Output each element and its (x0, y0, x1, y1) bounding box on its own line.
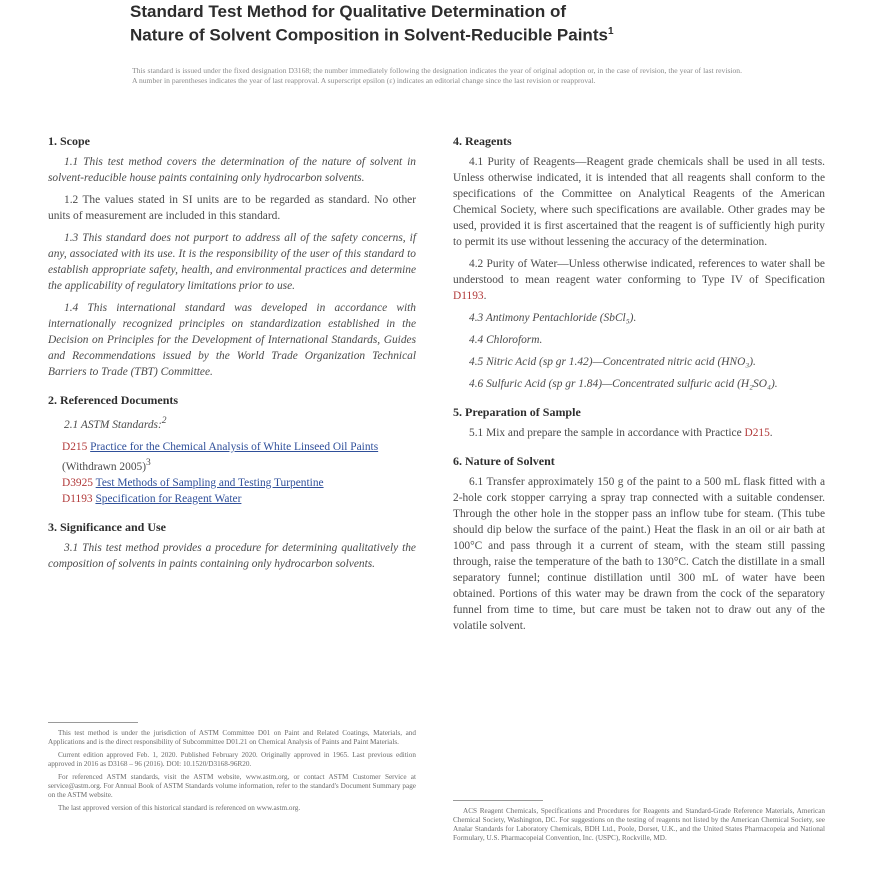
paragraph-1-4: 1.4 This international standard was developed in accordance with internationally recognized principles on standardization established in the Decision on Principles for the Development of International Standards, Guides and Recommendations issued by the World Trade Organization Technical Barriers to Trade (TBT) Committee. (48, 302, 416, 378)
title-line-1: Standard Test Method for Qualitative Determination of (130, 2, 567, 21)
significance-heading: 3. Significance and Use (48, 519, 167, 534)
astm-standards-label: 2.1 ASTM Standards: (64, 418, 162, 431)
title-footnote-mark: 1 (607, 26, 614, 37)
footnote-divider (453, 800, 543, 801)
paragraph-5-1: 5.1 Mix and prepare the sample in accordance with Practice D215. (469, 427, 773, 439)
title-line-2-text: Nature of Solvent Composition in Solvent-Reducible Paints (130, 25, 608, 45)
right-footnotes (453, 800, 825, 847)
paragraph-1-3: 1.3 This standard does not purport to address all of the safety concerns, if any, associated with its use. It is the responsibility of the user of this standard to establish appropriate safety, health, and environmental practices and determine the applicability of regulatory limitations prior to use. (48, 232, 416, 292)
designation-notice: This standard is issued under the fixed designation D3168; the number immediately following the designation indicates the year of original adoption or, in the case of revision, the year of last revision. A number in parentheses indicates the year of last reapproval. A superscript epsilon (ε) indicates an editorial change since the last revision or reapproval. (132, 66, 742, 85)
reference-item[interactable] (62, 475, 416, 491)
footnote-divider (48, 722, 138, 723)
reference-item[interactable] (62, 439, 416, 475)
specification-code-link[interactable]: D1193 (453, 290, 484, 302)
reference-title-link[interactable]: Specification for Reagent Water (95, 492, 242, 505)
paragraph-4-1: 4.1 Purity of Reagents—Reagent grade chemicals shall be used in all tests. Unless otherwise indicated, it is intended that all reagents shall conform to the specifications of the Committee on Analytical Reagents of the American Chemical Society, where such specifications are available. Other grades may be used, provided it is first ascertained that the reagent is of sufficiently high purity to permit its use without lessening the accuracy of the determination. (453, 156, 825, 248)
paragraph-4-5: 4.5 Nitric Acid (sp gr 1.42)—Concentrated nitric acid (HNO₃). (469, 356, 756, 368)
referenced-documents-heading: 2. Referenced Documents (48, 393, 179, 407)
paragraph-4-6: 4.6 Sulfuric Acid (sp gr 1.84)—Concentrated sulfuric acid (H₂SO₄). (469, 378, 778, 390)
footnote-1-edition: Current edition approved Feb. 1, 2020. Published February 2020. Originally approved in 1965. Last previous edition approved in 2016 as D3168 – 96 (2016). DOI: 10.1520/D3168-96R20. (48, 751, 416, 768)
title-line-2 (130, 22, 770, 46)
reference-item[interactable] (62, 491, 416, 507)
reference-code[interactable]: D1193 (62, 492, 93, 505)
footnote-mark-3: 3 (146, 457, 151, 468)
reagents-heading: 4. Reagents (453, 134, 512, 148)
reference-title-link[interactable]: Practice for the Chemical Analysis of White Linseed Oil Paints (90, 440, 379, 453)
reference-code[interactable]: D215 (62, 440, 88, 453)
paragraph-1-2: 1.2 The values stated in SI units are to be regarded as standard. No other units of measurement are included in this standard. (48, 194, 416, 222)
reference-title-link[interactable]: Test Methods of Sampling and Testing Turpentine (95, 476, 324, 489)
paragraph-4-2: 4.2 Purity of Water—Unless otherwise indicated, references to water shall be understood to mean reagent water conforming to Type IV of Specification D1193. (453, 258, 825, 302)
nature-of-solvent-heading: 6. Nature of Solvent (453, 454, 555, 468)
reference-code[interactable]: D3925 (62, 476, 94, 489)
paragraph-2-1 (48, 413, 416, 433)
paragraph-4-3: 4.3 Antimony Pentachloride (SbCl₅). (469, 312, 637, 324)
footnote-4: ACS Reagent Chemicals, Specifications and Procedures for Reagents and Standard-Grade Reference Materials, American Chemical Society, Washington, DC. For suggestions on the testing of reagents not listed by the American Chemical Society, see Analar Standards for Laboratory Chemicals, BDH Ltd., Poole, Dorset, U.K., and the United States Pharmacopeia and National Formulary, U.S. Pharmacopeial Convention, Inc. (USPC), Rockville, MD. (453, 807, 825, 842)
paragraph-4-2-text: 4.2 Purity of Water—Unless otherwise indicated, references to water shall be understood to mean reagent water conforming to Type IV of Specification (453, 258, 825, 286)
scope-heading: 1. Scope (48, 134, 90, 148)
paragraph-1-1: 1.1 This test method covers the determination of the nature of solvent in solvent-reducible house paints containing only hydrocarbon solvents. (48, 156, 416, 184)
paragraph-5-1-text: 5.1 Mix and prepare the sample in accordance with Practice (469, 427, 745, 439)
preparation-heading: 5. Preparation of Sample (453, 405, 581, 419)
footnote-mark-2: 2 (161, 416, 167, 426)
practice-code-link[interactable]: D215 (744, 427, 770, 439)
document-title (130, 2, 770, 46)
footnote-2: For referenced ASTM standards, visit the ASTM website, www.astm.org, or contact ASTM Customer Service at service@astm.org. For Annual Book of ASTM Standards volume information, refer to the standard's Document Summary page on the ASTM website. (48, 773, 416, 799)
paragraph-4-4: 4.4 Chloroform. (469, 334, 543, 346)
paragraph-6-1: 6.1 Transfer approximately 150 g of the paint to a 500 mL flask fitted with a 2-hole cork stopper carrying a spray trap connected with a suitable condenser. Through the other hole in the stopper pass an inflow tube for steam. (This tube should dip below the surface of the paint.) Heat the flask in an oil or air bath at 100°C and pass through it a current of steam, with the steam still passing through, raise the temperature of the bath to 130°C. Catch the distillate in a small separatory funnel; continue distillation until 300 mL of water have been obtained. Portions of this water may be drawn from the cock of the separatory funnel from time to time, but care must be taken not to draw out any of the volatile solvent. (453, 476, 825, 632)
footnote-3: The last approved version of this historical standard is referenced on www.astm.org. (58, 804, 301, 812)
left-column (48, 133, 416, 578)
paragraph-3-1: 3.1 This test method provides a procedure for determining qualitatively the composition of solvents in paints containing only hydrocarbon solvents. (48, 541, 416, 570)
footnote-1: This test method is under the jurisdiction of ASTM Committee D01 on Paint and Related Coatings, Materials, and Applications and is the direct responsibility of Subcommittee D01.21 on Chemical Analysis of Paints and Paint Materials. (48, 729, 416, 746)
right-column (453, 133, 825, 640)
left-footnotes (48, 722, 416, 817)
reference-note: (Withdrawn 2005) (62, 460, 146, 473)
